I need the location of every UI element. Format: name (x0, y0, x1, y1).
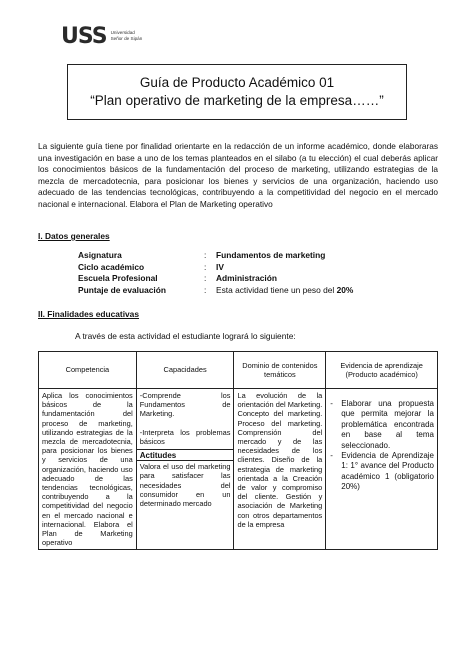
cell-evidencia (326, 389, 438, 550)
header-evidencia: Evidencia de aprendizaje (Producto académico) (326, 352, 438, 389)
intro-paragraph: La siguiente guía tiene por finalidad orientarte en la redacción de un informe académico, donde elaboraras una investigación en base a uno de los temas planteados en el silabo (a tu elección) el cual deberás aplicar los conocimientos básicos de la fundamentación del proceso de marketing, utilizando estrategias de la mezcla de mercadotecnia, para posicionar los bienes y servicios de una organización, haciendo uso adecuado de las tendencias tecnológicas, contribuyendo a la competitividad del negocio en el mercado nacional e internacional. Elabora el Plan de Marketing operativo (38, 141, 438, 209)
list-item: - Evidencia de Aprendizaje 1: 1° avance del Producto académico 1 (obligatorio 20%) (341, 451, 434, 493)
section-finalidades-heading: II. Finalidades educativas (38, 309, 140, 319)
label-puntaje: Puntaje de evaluación (78, 284, 166, 295)
document-title: Guía de Producto Académico 01 (139, 75, 335, 90)
colon: : (204, 261, 207, 272)
header-dominio: Dominio de contenidos temáticos (234, 352, 326, 389)
colon: : (204, 284, 207, 295)
label-asignatura: Asignatura (78, 250, 122, 260)
value-puntaje-text: Esta actividad tiene un peso del (216, 284, 337, 295)
value-puntaje-percent: 20% (336, 284, 354, 295)
logo-subtitle-line2: Señor de Sipán (110, 36, 143, 41)
label-escuela: Escuela Profesional (78, 273, 158, 284)
value-escuela: Administración (216, 273, 277, 284)
table-row (39, 389, 438, 550)
actitudes-label: Actitudes (137, 449, 234, 460)
label-ciclo: Ciclo académico (78, 261, 145, 272)
university-logo (61, 26, 142, 48)
general-row-puntaje (78, 285, 353, 297)
table-header-row (39, 352, 438, 389)
actitudes-text: Valora el uso del marketing para satisfacer las necesidades del consumidor en un determinado mercado (137, 460, 234, 508)
evidence-list (329, 399, 434, 493)
logo-subtitle (111, 30, 143, 42)
document-subtitle: “Plan operativo de marketing de la empresa……” (90, 93, 384, 108)
colon: : (204, 250, 207, 260)
purpose-text: A través de esta actividad el estudiante logrará lo siguiente: (75, 331, 296, 341)
section-datos-generales-heading: I. Datos generales (38, 231, 110, 241)
list-item: - Elaborar una propuesta que permita mejorar la problemática encontrada en base al tema seleccionado. (341, 399, 434, 451)
header-capacidades: Capacidades (136, 352, 234, 389)
value-asignatura: Fundamentos de marketing (216, 250, 326, 260)
cell-dominio: La evolución de la orientación del Marketing. Concepto del marketing. Proceso del marketing. Comprensión del mercado y de las necesidades de los clientes. Diseño de la estrategia de marketing orientada a la Creación de valor y compromiso del cliente. Gestión y asociación de Marketing con otros departamentos de la empresa (234, 389, 326, 550)
general-row-asignatura (78, 250, 353, 262)
document-title-box (67, 64, 407, 120)
general-data-table (78, 250, 353, 296)
general-row-ciclo (78, 262, 353, 274)
cell-competencia: Aplica los conocimientos básicos de la fundamentación del proceso de marketing, utilizando estrategias de la mezcla de mercadotecnia, para posicionar los bienes y servicios de una organización, haciendo uso adecuado de las tendencias tecnológicas, contribuyendo a la competitividad del negocio en el mercado nacional e internacional. Elabora el Plan de Marketing operativo (39, 389, 137, 550)
capacidad-2: -Interpreta los problemas básicos (139, 427, 231, 446)
header-competencia: Competencia (39, 352, 137, 389)
value-ciclo: IV (216, 261, 224, 272)
capacidad-1: -Comprende los Fundamentos de Marketing. (139, 391, 231, 419)
competencies-table (38, 351, 438, 550)
colon: : (204, 273, 207, 284)
value-puntaje (216, 285, 353, 297)
logo-mark: USS (61, 24, 107, 49)
cell-capacidades (136, 389, 234, 550)
logo-subtitle-line1: Universidad (110, 30, 135, 35)
general-row-escuela (78, 273, 353, 285)
